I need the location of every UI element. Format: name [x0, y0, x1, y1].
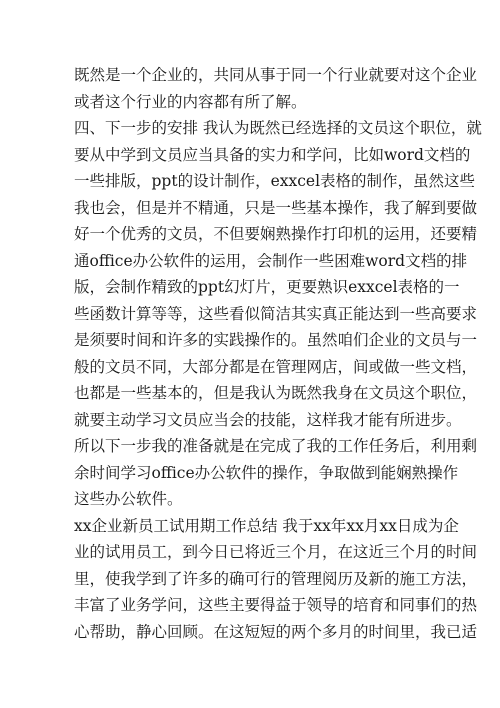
text-line: 或者这个行业的内容都有所了解。: [74, 92, 307, 111]
text-line: 心帮助，静心回顾。在这短短的两个多月的时间里，我已适: [74, 622, 478, 641]
text-line: 一些排版，ppt的设计制作，exxcel表格的制作，虽然这些: [74, 172, 476, 190]
text-line: 四、下一步的安排 我认为既然已经选择的文员这个职位，就: [74, 119, 482, 137]
text-line: 这些办公软件。: [74, 490, 183, 508]
text-line: 是须要时间和许多的实践操作的。虽然咱们企业的文员与一: [74, 331, 478, 349]
text-line: 既然是一个企业的，共同从事于同一个行业就要对这个企业: [74, 66, 478, 84]
text-line: 我也会，但是并不精通，只是一些基本操作，我了解到要做: [74, 198, 478, 217]
text-line: 就要主动学习文员应当会的技能，这样我才能有所进步。: [74, 410, 462, 429]
text-line: 业的试用员工，到今日已将近三个月，在这近三个月的时间: [74, 543, 478, 561]
text-line: 也都是一些基本的，但是我认为既然我身在文员这个职位，: [74, 384, 478, 402]
text-line: 余时间学习office办公软件的操作，争取做到能娴熟操作: [74, 463, 459, 482]
text-line: 好一个优秀的文员，不但要娴熟操作打印机的运用，还要精: [74, 225, 478, 243]
document-body: [74, 62, 482, 645]
text-line: 里，使我学到了许多的确可行的管理阅历及新的施工方法，: [74, 569, 478, 588]
text-line: 版，会制作精致的ppt幻灯片，更要熟识exxcel表格的一: [74, 278, 460, 296]
text-line: 所以下一步我的准备就是在完成了我的工作任务后，利用剩: [74, 437, 478, 455]
text-line: 丰富了业务学问，这些主要得益于领导的培育和同事们的热: [74, 596, 478, 614]
text-line: xx企业新员工试用期工作总结 我于xx年xx月xx日成为企: [74, 516, 459, 535]
text-line: 些函数计算等等，这些看似简洁其实真正能达到一些高要求: [74, 304, 478, 323]
text-line: 般的文员不同，大部分都是在管理网店，间或做一些文档，: [74, 357, 478, 376]
text-line: 通office办公软件的运用，会制作一些困难word文档的排: [74, 251, 468, 270]
text-line: 要从中学到文员应当具备的实力和学问，比如word文档的: [74, 145, 471, 164]
